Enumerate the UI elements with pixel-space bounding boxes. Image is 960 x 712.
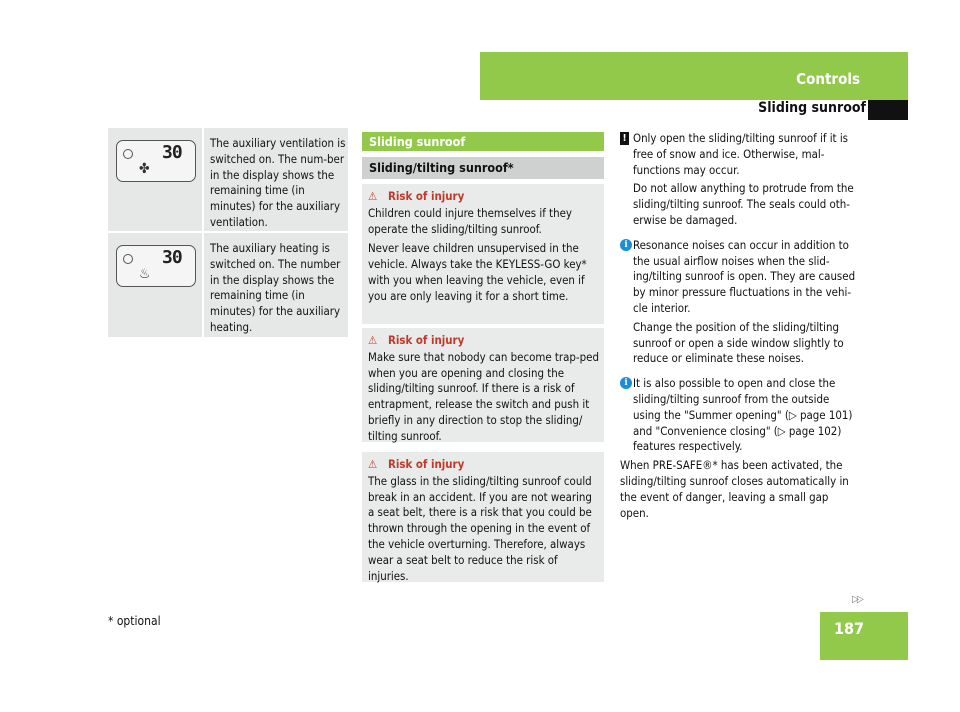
section-marker	[868, 100, 908, 120]
warning-title: Risk of injury	[388, 333, 465, 347]
footnote: * optional	[108, 614, 161, 628]
warning-box	[362, 328, 604, 442]
table-row	[108, 233, 348, 339]
info-paragraph	[620, 376, 860, 455]
body-paragraph: When PRE-SAFE®* has been activated, the sliding/tilting sunroof closes automatically in the event of danger, leaving a small gap open.	[620, 458, 849, 520]
display-table	[108, 128, 348, 339]
warning-text: Children could injure themselves if they operate the sliding/tilting sunroof.	[368, 205, 572, 236]
lcd-digits: 30	[162, 247, 182, 268]
display-image-cell	[108, 233, 204, 337]
warning-icon: ⚠	[368, 189, 378, 203]
warning-text: Make sure that nobody can become trap-ped when you are opening and closing the sliding/tilting sunroof. If there is a risk of entrapment, release the switch and push it briefly in any direction to stop the sliding/ tilting sunroof.	[368, 349, 599, 443]
warning-title: Risk of injury	[388, 457, 465, 471]
middle-column	[362, 132, 604, 583]
info-icon: i	[620, 239, 632, 251]
page-number: 187	[833, 619, 864, 638]
section-title: Sliding sunroof	[758, 100, 866, 116]
chapter-tab-label: Controls	[796, 70, 860, 88]
info-paragraph: Change the position of the sliding/tilting sunroof or open a side window slightly to reduce or eliminate these noises.	[633, 319, 844, 366]
note-paragraph	[620, 131, 860, 178]
lcd-digits: 30	[162, 142, 182, 163]
info-text: Resonance noises can occur in addition to the usual airflow noises when the slid-ing/tilting sunroof is open. They are caused by minor pressure fluctuations in the vehi-cle interior.	[633, 237, 856, 315]
table-cell-text: The auxiliary ventilation is switched on. The num-ber in the display shows the remaining time (in minutes) for the auxiliary ventilation.	[210, 136, 346, 229]
warning-box	[362, 184, 604, 324]
table-row	[108, 128, 348, 233]
section-heading: Sliding sunroof	[362, 132, 604, 151]
chapter-tab	[480, 52, 908, 100]
warning-text: Never leave children unsupervised in the vehicle. Always take the KEYLESS-GO key* with you when leaving the vehicle, even if you are only leaving it for a short time.	[368, 241, 587, 303]
info-paragraph	[620, 238, 860, 317]
page-number-box	[820, 612, 908, 660]
clock-icon	[123, 254, 133, 264]
lcd-display	[116, 140, 196, 182]
lcd-display	[116, 245, 196, 287]
warning-heading	[368, 333, 600, 349]
subheading: Sliding/tilting sunroof*	[362, 157, 604, 179]
warning-icon: ⚠	[368, 457, 378, 471]
continue-arrows-icon: ▷▷	[852, 594, 862, 605]
exclamation-icon: !	[620, 132, 629, 145]
display-image-cell	[108, 128, 204, 231]
warning-title: Risk of injury	[388, 189, 465, 203]
warning-heading	[368, 189, 600, 205]
clock-icon	[123, 149, 133, 159]
right-column	[620, 131, 860, 524]
seat-heat-icon: ♨	[139, 266, 151, 282]
note-text: Only open the sliding/tilting sunroof if it is free of snow and ice. Otherwise, mal-functions may occur.	[633, 131, 849, 177]
info-icon: i	[620, 377, 632, 389]
table-cell-text: The auxiliary heating is switched on. The number in the display shows the remaining time (in minutes) for the auxiliary heating.	[210, 241, 341, 334]
info-text: It is also possible to open and close the sliding/tilting sunroof from the outside using the "Summer opening" (▷ page 101) and "Convenience closing" (▷ page 102) features respectively.	[633, 376, 853, 454]
warning-box	[362, 452, 604, 582]
note-paragraph: Do not allow anything to protrude from the sliding/tilting sunroof. The seals could oth-erwise be damaged.	[633, 181, 854, 227]
warning-text: The glass in the sliding/tilting sunroof could break in an accident. If you are not wearing a seat belt, there is a risk that you could be thrown through the opening in the event of the vehicle overturning. Therefore, always wear a seat belt to reduce the risk of injuries.	[368, 473, 592, 583]
warning-icon: ⚠	[368, 333, 378, 347]
warning-heading	[368, 457, 600, 473]
fan-icon: ✤	[139, 161, 150, 177]
